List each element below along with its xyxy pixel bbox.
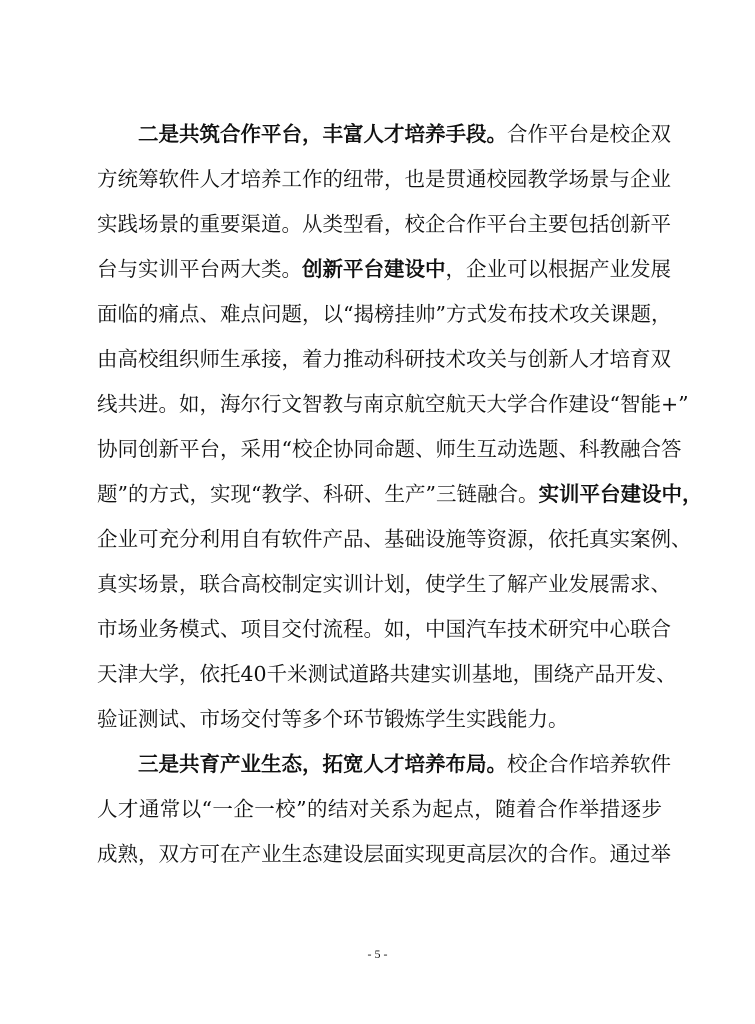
paragraph-1-line-14: 验证测试、市场交付等多个环节锻炼学生实践能力。 (97, 707, 569, 731)
paragraph-2-lead: 三是共育产业生态，拓宽人才培养布局。 (138, 752, 507, 776)
paragraph-1-line-1 (138, 119, 671, 149)
paragraph-2-text: 校企合作培养软件 (507, 752, 671, 776)
paragraph-2-line-2: 人才通常以“一企一校”的结对关系为起点，随着合作举措逐步 (97, 797, 662, 821)
paragraph-2-line-1 (138, 749, 671, 779)
paragraph-1-line-2: 方统筹软件人才培养工作的纽带，也是贯通校园教学场景与企业 (97, 167, 671, 191)
training-platform-heading: 实训平台建设中， (538, 482, 703, 506)
paragraph-1-line-4 (97, 254, 671, 284)
paragraph-1-line-3: 实践场景的重要渠道。从类型看，校企合作平台主要包括创新平 (97, 212, 671, 236)
paragraph-1-line-5: 面临的痛点、难点问题，以“揭榜挂帅”方式发布技术攻关课题， (97, 302, 672, 326)
paragraph-1-lead: 二是共筑合作平台，丰富人才培养手段。 (138, 122, 507, 146)
paragraph-1-line-6: 由高校组织师生承接，着力推动科研技术攻关与创新人才培育双 (97, 347, 671, 371)
paragraph-1-line-13: 天津大学，依托40千米测试道路共建实训基地，围绕产品开发、 (97, 662, 677, 686)
paragraph-1-text: 合作平台是校企双 (507, 122, 671, 146)
paragraph-1-line-10: 企业可充分利用自有软件产品、基础设施等资源，依托真实案例、 (97, 527, 692, 551)
paragraph-1-line-12: 市场业务模式、项目交付流程。如，中国汽车技术研究中心联合 (97, 617, 671, 641)
paragraph-1-line-7: 线共进。如，海尔行文智教与南京航空航天大学合作建设“智能+” (97, 392, 689, 416)
paragraph-1-text: 题”的方式，实现“教学、科研、生产”三链融合。 (97, 482, 539, 506)
paragraph-1-line-9 (97, 479, 703, 509)
innovation-platform-heading: 创新平台建设中 (302, 257, 446, 281)
paragraph-1-text: 台与实训平台两大类。 (97, 257, 302, 281)
page-number: - 5 - (367, 947, 388, 961)
paragraph-2-line-3: 成熟，双方可在产业生态建设层面实现更高层次的合作。通过举 (97, 842, 671, 866)
paragraph-1-text: ，企业可以根据产业发展 (445, 257, 671, 281)
paragraph-1-line-11: 真实场景，联合高校制定实训计划，使学生了解产业发展需求、 (97, 572, 671, 596)
paragraph-1-line-8: 协同创新平台，采用“校企协同命题、师生互动选题、科教融合答 (97, 437, 682, 461)
